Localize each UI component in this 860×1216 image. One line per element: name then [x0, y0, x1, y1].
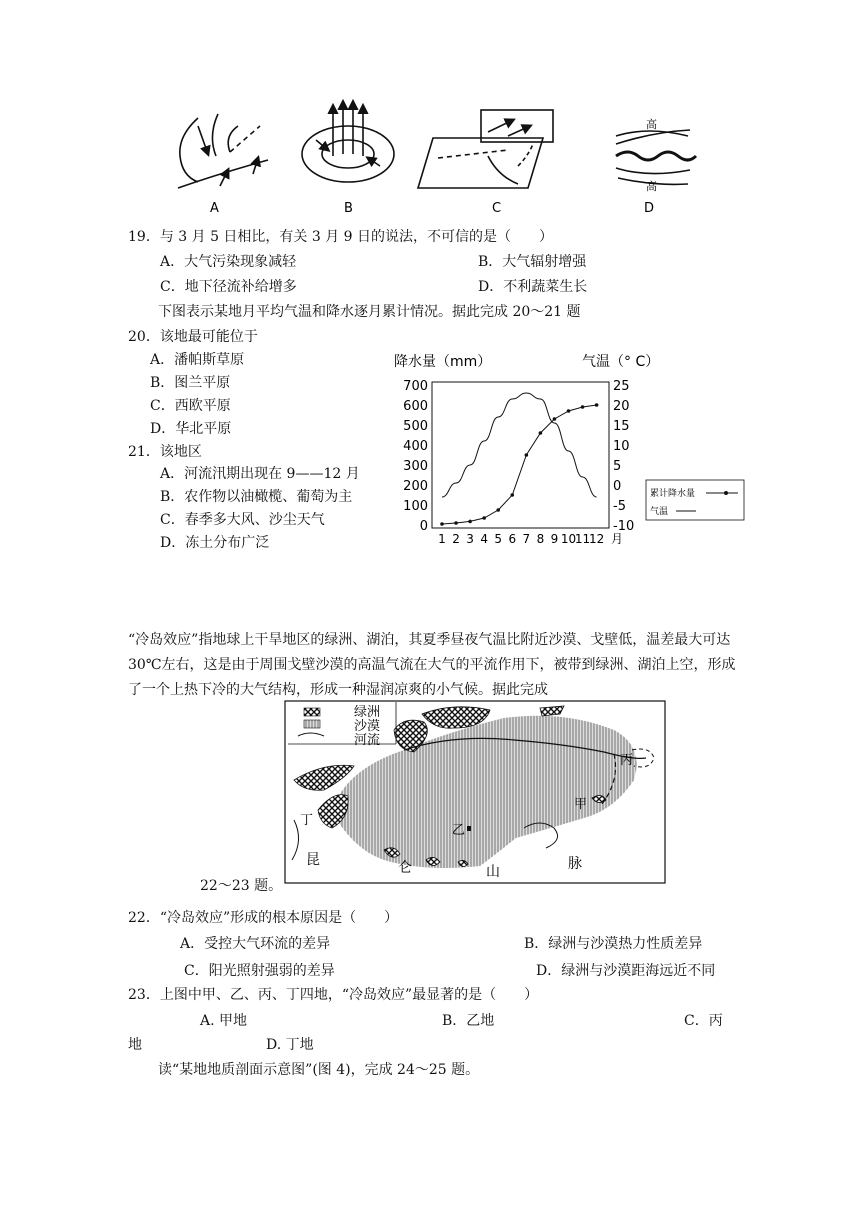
question-20-option-d: D．华北平原	[150, 421, 232, 437]
left-axis-tick-label: 400	[403, 439, 428, 454]
diagram-d-high-top: 高	[646, 118, 657, 131]
question-23-option-c-wrap: 地	[128, 1037, 142, 1053]
left-axis-tick-label: 200	[403, 479, 428, 494]
question-21-option-b: B．农作物以油橄榄、葡萄为主	[160, 489, 353, 505]
question-23-option-b: B．乙地	[442, 1013, 495, 1029]
diagram-c	[418, 110, 553, 188]
question-19-option-c: C．地下径流补给增多	[160, 279, 297, 295]
legend-label-precip: 累计降水量	[650, 489, 696, 499]
question-21-option-a: A．河流汛期出现在 9——12 月	[160, 466, 360, 482]
question-20-option-a: A．潘帕斯草原	[150, 352, 245, 368]
x-axis-tick-label: 10	[560, 532, 577, 546]
precip-data-point	[567, 409, 571, 413]
question-21-option-c: C．春季多大风、沙尘天气	[160, 512, 325, 528]
left-axis-tick-label: 100	[403, 499, 428, 514]
precip-data-point	[482, 516, 486, 520]
question-21-option-d: D．冻土分布广泛	[160, 535, 270, 551]
passage-22-23-end: 22～23 题。	[200, 878, 283, 894]
precip-data-point	[595, 403, 599, 407]
x-axis-tick-label: 7	[522, 532, 531, 546]
legend-label-river: 河流	[354, 733, 381, 748]
x-axis-tick-label: 12	[588, 532, 605, 546]
question-23-option-c: C．丙	[684, 1013, 723, 1029]
top-diagrams-figure	[168, 96, 708, 218]
x-axis-tick-label: 6	[508, 532, 517, 546]
right-axis-tick-label: 0	[613, 479, 622, 494]
precip-data-point	[553, 417, 557, 421]
question-22-option-c: C．阳光照射强弱的差异	[184, 963, 335, 979]
climate-chart	[386, 346, 750, 546]
place-marker-yi	[467, 826, 471, 831]
precip-data-point	[454, 521, 458, 525]
x-axis-tick-label: 2	[452, 532, 460, 546]
question-19-option-d: D．不利蔬菜生长	[478, 279, 588, 295]
legend-swatch-desert	[304, 720, 320, 728]
legend-label-oasis: 绿洲	[354, 705, 381, 720]
diagram-label-b: B	[344, 201, 353, 216]
question-20-option-c: C．西欧平原	[150, 398, 231, 414]
series-line-temp	[442, 393, 597, 497]
chart-left-axis-title: 降水量（mm）	[394, 354, 492, 370]
precip-data-point	[440, 522, 444, 526]
x-axis-tick-label: 4	[480, 532, 488, 546]
precip-data-point	[539, 431, 543, 435]
mountain-char-3: 山	[486, 864, 500, 880]
diagram-label-a: A	[210, 201, 219, 216]
passage-22-23: “冷岛效应”指地球上干旱地区的绿洲、湖泊，其夏季昼夜气温比附近沙漠、戈壁低，温差最大可达 30℃左右，这是由于周围戈壁沙漠的高温气流在大气的平流作用下，被带到绿洲、湖泊上空，形成了一个上热下冷的大气结构，形成一种湿润凉爽的小气候。据此完成	[128, 632, 736, 698]
right-axis-tick-label: 5	[613, 459, 622, 474]
right-axis-tick-label: 25	[613, 379, 630, 394]
chart-plot-area	[432, 382, 609, 528]
precip-data-point	[468, 520, 472, 524]
x-axis-tick-label: 9	[550, 532, 559, 546]
mountain-char-2: 仑	[398, 860, 412, 876]
question-21-stem: 21．该地区	[128, 444, 202, 460]
question-22-option-b: B．绿洲与沙漠热力性质差异	[524, 936, 703, 952]
left-axis-tick-label: 700	[403, 379, 428, 394]
diagram-b	[302, 102, 394, 182]
precip-data-point	[525, 453, 529, 457]
series-line-precip	[442, 405, 597, 524]
x-axis-tick-label: 1	[438, 532, 446, 546]
place-label-bing: 丙	[620, 753, 634, 768]
right-axis-tick-label: 20	[613, 399, 630, 414]
question-22-option-a: A．受控大气环流的差异	[180, 936, 331, 952]
place-label-yi: 乙	[452, 823, 466, 838]
intro-20-21: 下图表示某地月平均气温和降水逐月累计情况。据此完成 20～21 题	[158, 304, 581, 320]
diagram-label-d: D	[644, 201, 655, 216]
right-axis-tick-label: 10	[613, 439, 630, 454]
question-23-option-d: D. 丁地	[266, 1037, 314, 1053]
right-axis-tick-label: -5	[613, 499, 626, 514]
question-19-option-a: A．大气污染现象减轻	[160, 254, 297, 270]
place-label-ding: 丁	[300, 813, 314, 828]
diagram-d-high-bottom: 高	[646, 180, 657, 193]
question-20-option-b: B．图兰平原	[150, 375, 231, 391]
oasis-map	[284, 700, 666, 884]
diagram-label-c: C	[492, 201, 502, 216]
left-axis-tick-label: 300	[403, 459, 428, 474]
question-22-option-d: D．绿洲与沙漠距海远近不同	[536, 963, 716, 979]
legend-marker-precip	[724, 491, 728, 495]
place-label-jia: 甲	[574, 797, 588, 812]
mountain-char-1: 昆	[306, 852, 320, 868]
question-19-stem: 19．与 3 月 5 日相比，有关 3 月 9 日的说法，不可信的是（ ）	[128, 229, 554, 245]
question-19-option-b: B．大气辐射增强	[478, 254, 587, 270]
diagram-d	[616, 130, 696, 184]
legend-label-desert: 沙漠	[354, 719, 381, 734]
right-axis-tick-label: -10	[613, 519, 635, 534]
diagram-a	[178, 114, 268, 188]
intro-24-25: 读“某地地质剖面示意图”(图 4)，完成 24～25 题。	[158, 1062, 480, 1078]
question-23-stem: 23．上图中甲、乙、丙、丁四地，“冷岛效应”最显著的是（ ）	[128, 987, 539, 1003]
x-axis-tick-label: 5	[494, 532, 503, 546]
precip-data-point	[510, 493, 514, 497]
question-23-option-a: A. 甲地	[200, 1013, 248, 1029]
question-20-stem: 20．该地最可能位于	[128, 329, 258, 345]
left-axis-tick-label: 0	[419, 519, 428, 534]
precip-data-point	[496, 508, 500, 512]
left-axis-tick-label: 600	[403, 399, 428, 414]
x-axis-tick-label: 11	[574, 532, 591, 546]
question-22-stem: 22．“冷岛效应”形成的根本原因是（ ）	[128, 910, 399, 926]
legend-swatch-oasis	[304, 708, 320, 716]
right-axis-tick-label: 15	[613, 419, 630, 434]
precip-data-point	[581, 405, 585, 409]
x-axis-tick-label: 8	[536, 532, 545, 546]
x-axis-tick-label: 3	[466, 532, 474, 546]
x-axis-unit: 月	[611, 532, 624, 546]
mountain-char-4: 脉	[568, 856, 582, 872]
chart-right-axis-title: 气温（° C）	[582, 354, 660, 370]
legend-label-temp: 气温	[650, 507, 669, 517]
left-axis-tick-label: 500	[403, 419, 428, 434]
